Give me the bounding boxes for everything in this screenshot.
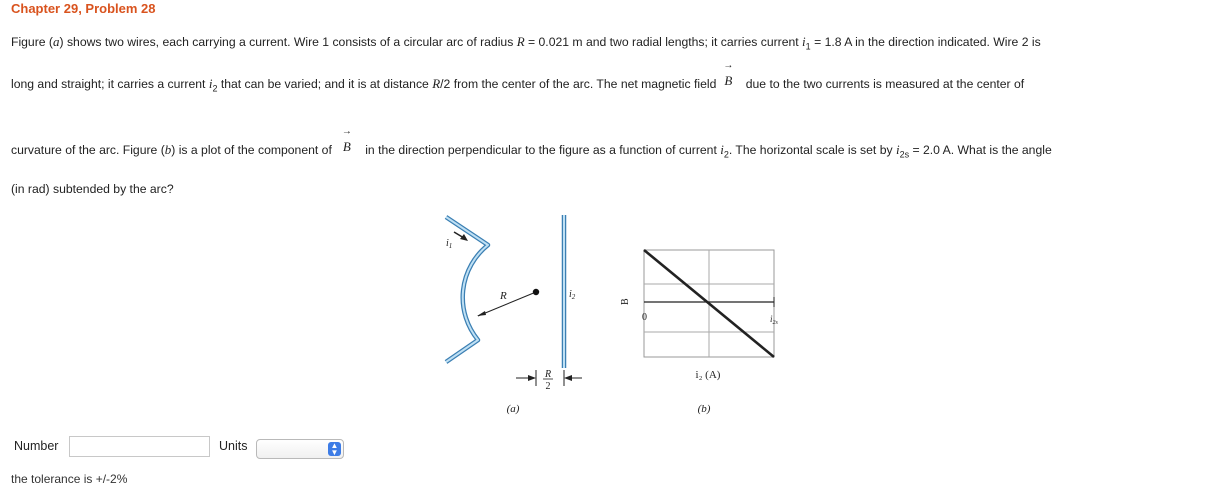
problem-text-line-4: (in rad) subtended by the arc? [11, 182, 174, 196]
radius-line [478, 292, 536, 316]
radius-arrowhead [477, 311, 486, 316]
chevron-updown-icon[interactable]: ▲ ▼ [328, 442, 341, 456]
wire-1-arc [446, 217, 488, 362]
graph-x-label: i₂ (A) [695, 369, 721, 381]
problem-text-line-3: curvature of the arc. Figure (b) is a plot of the component of → B in the direction perpendicular to the figure as a function of current $i_2$. The horizontal scale is set by $i_{2s} = 2.0$ A. What is the angle [11, 126, 1052, 160]
graph-y-label: B [620, 298, 631, 305]
arc-center-dot [533, 289, 539, 295]
units-select[interactable] [256, 439, 344, 459]
problem-figure [430, 205, 790, 420]
label-i1: $i_1$ [446, 238, 453, 250]
problem-title: Chapter 29, Problem 28 [11, 1, 156, 16]
caption-b: (b) [697, 403, 711, 415]
graph-i2s-label: $i_{2s}$ [770, 314, 778, 326]
tolerance-text: the tolerance is +/-2% [11, 472, 128, 486]
label-radius: R [500, 290, 507, 302]
units-label: Units [219, 439, 248, 453]
half-radius-dimension [516, 369, 582, 392]
graph-zero-label: 0 [642, 312, 647, 323]
caption-a: (a) [506, 403, 520, 415]
half-r-numerator: R [544, 369, 552, 380]
number-label: Number [14, 439, 59, 453]
problem-text-line-1: Figure (a) shows two wires, each carrying a current. Wire 1 consists of a circular arc of radius R = 0.021 m and two radial lengths; it carries current $i_1 = 1.8$ A in the direction indicated. Wire 2 is [11, 34, 1041, 52]
half-r-denominator: 2 [545, 381, 551, 392]
problem-text-line-2: long and straight; it carries a current $i_2$ that can be varied; and it is at distance R/2 from the center of the arc. The net magnetic field → B due to the two currents is measured at the center of [11, 60, 1025, 94]
number-input[interactable] [69, 436, 210, 457]
current-i1-arrowhead [460, 234, 468, 241]
label-i2: $i_2$ [569, 289, 576, 301]
vector-b-symbol: → B [723, 60, 734, 88]
vector-b-symbol: → B [341, 126, 352, 154]
